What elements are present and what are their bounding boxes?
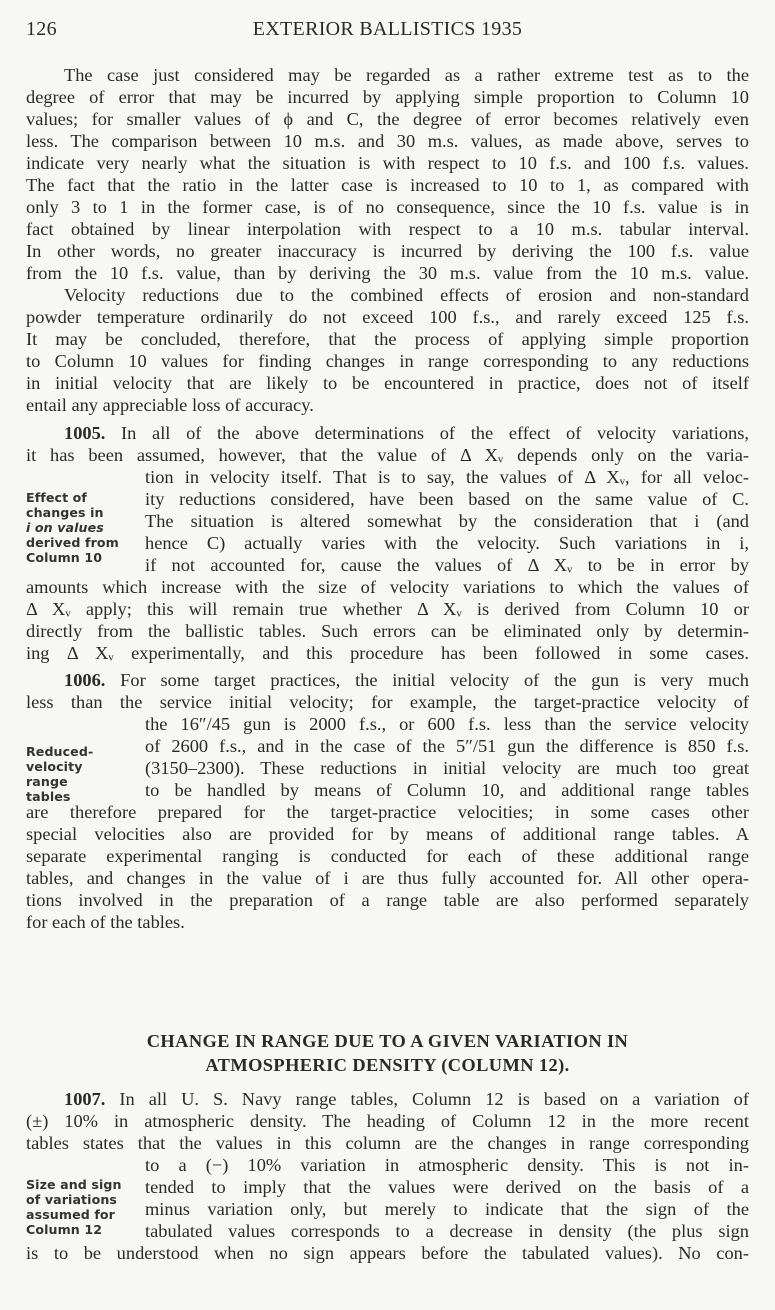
text-line: tables states that the values in this column are the changes in range corresponding (26, 1133, 749, 1153)
text-line: from the 10 f.s. value, than by deriving the 30 m.s. value from the 10 m.s. value. (26, 263, 749, 283)
text-line: fact obtained by linear interpolation with respect to a 10 m.s. tabular interval. (26, 219, 749, 239)
paragraph-number: 1006. (64, 670, 106, 690)
text-line: separate experimental ranging is conducted for each of these additional range (26, 846, 749, 866)
text-line: less than the service initial velocity; for example, the target-practice velocity of (26, 692, 749, 712)
text-line: amounts which increase with the size of velocity variations to which the values of (26, 577, 749, 597)
text-line: directly from the ballistic tables. Such errors can be eliminated only by determin- (26, 621, 749, 641)
text-line: tended to imply that the values were derived on the basis of a (145, 1177, 749, 1197)
text-line: special velocities also are provided for by means of additional range tables. A (26, 824, 749, 844)
text-line: values; for smaller values of ϕ and C, the degree of error becomes relatively even (26, 109, 749, 129)
paragraph-number: 1005. (64, 423, 106, 443)
page-number: 126 (26, 18, 57, 40)
text-line: of 2600 f.s., and in the case of the 5″/51 gun the difference is 850 f.s. (145, 736, 749, 756)
text-line: minus variation only, but merely to indicate that the sign of the (145, 1199, 749, 1219)
text-line: only 3 to 1 in the former case, is of no consequence, since the 10 f.s. value is in (26, 197, 749, 217)
text-line: is to be understood when no sign appears before the tabulated values). No con- (26, 1243, 749, 1263)
text-line: to be handled by means of Column 10, and additional range tables (145, 780, 749, 800)
text-line: (±) 10% in atmospheric density. The heading of Column 12 in the more recent (26, 1111, 749, 1131)
margin-note-size-and-sign: Size and sign of variations assumed for Column 12 (26, 1177, 122, 1237)
text-line: Velocity reductions due to the combined effects of erosion and non-standard (64, 285, 749, 305)
paragraph-number: 1007. (64, 1089, 106, 1109)
margin-note-effect-of-changes: Effect of changes in i on values derived from Column 10 (26, 490, 119, 565)
text-line: In other words, no greater inaccuracy is incurred by deriving the 100 f.s. value (26, 241, 749, 261)
text-line: hence C) actually varies with the velocity. Such variations in i, (145, 533, 749, 553)
text-line: the 16″/45 gun is 2000 f.s., or 600 f.s. less than the service velocity (145, 714, 749, 734)
text-line: powder temperature ordinarily do not exceed 100 f.s., and rarely exceed 125 f.s. (26, 307, 749, 327)
margin-note-reduced-velocity: Reduced- velocity range tables (26, 744, 94, 804)
text-line: The fact that the ratio in the latter case is increased to 10 to 1, as compared with (26, 175, 749, 195)
text-line: entail any appreciable loss of accuracy. (26, 395, 314, 415)
text-line: 1007. In all U. S. Navy range tables, Column 12 is based on a variation of (64, 1089, 749, 1109)
text-line: for each of the tables. (26, 912, 185, 932)
text-line: less. The comparison between 10 m.s. and 30 m.s. values, as made above, serves to (26, 131, 749, 151)
text-line: The situation is altered somewhat by the consideration that i (and (145, 511, 749, 531)
text-line: tables, and changes in the value of i are thus fully accounted for. All other opera- (26, 868, 749, 888)
text-line: tions involved in the preparation of a range table are also performed separately (26, 890, 749, 910)
text-line: (3150–2300). These reductions in initial velocity are much too great (145, 758, 749, 778)
text-line: tion in velocity itself. That is to say, the values of Δ Xᵥ, for all veloc- (145, 467, 749, 487)
text-line: It may be concluded, therefore, that the process of applying simple proportion (26, 329, 749, 349)
text-line: The case just considered may be regarded as a rather extreme test as to the (64, 65, 749, 85)
text-line: in initial velocity that are likely to be encountered in practice, does not of itself (26, 373, 749, 393)
text-line: to Column 10 values for finding changes in range corresponding to any reductions (26, 351, 749, 371)
text-line: indicate very nearly what the situation is with respect to 10 f.s. and 100 f.s. values. (26, 153, 749, 173)
text-line: if not accounted for, cause the values of Δ Xᵥ to be in error by (145, 555, 749, 575)
text-line: ing Δ Xᵥ experimentally, and this procedure has been followed in some cases. (26, 643, 749, 663)
running-title: EXTERIOR BALLISTICS 1935 (252, 18, 523, 40)
text-line: to a (−) 10% variation in atmospheric density. This is not in- (145, 1155, 749, 1175)
text-line: 1005. In all of the above determinations of the effect of velocity variations, (64, 423, 749, 443)
text-line: Δ Xᵥ apply; this will remain true whether Δ Xᵥ is derived from Column 10 or (26, 599, 749, 619)
section-heading: CHANGE IN RANGE DUE TO A GIVEN VARIATION IN ATMOSPHERIC DENSITY (COLUMN 12). (146, 1031, 629, 1075)
text-line: tabulated values corresponds to a decrease in density (the plus sign (145, 1221, 749, 1241)
text-line: are therefore prepared for the target-practice velocities; in some cases other (26, 802, 749, 822)
text-line: degree of error that may be incurred by applying simple proportion to Column 10 (26, 87, 749, 107)
text-line: it has been assumed, however, that the value of Δ Xᵥ depends only on the varia- (26, 445, 749, 465)
text-line: 1006. For some target practices, the initial velocity of the gun is very much (64, 670, 749, 690)
text-line: ity reductions considered, have been based on the same value of C. (145, 489, 749, 509)
running-head (26, 18, 749, 42)
